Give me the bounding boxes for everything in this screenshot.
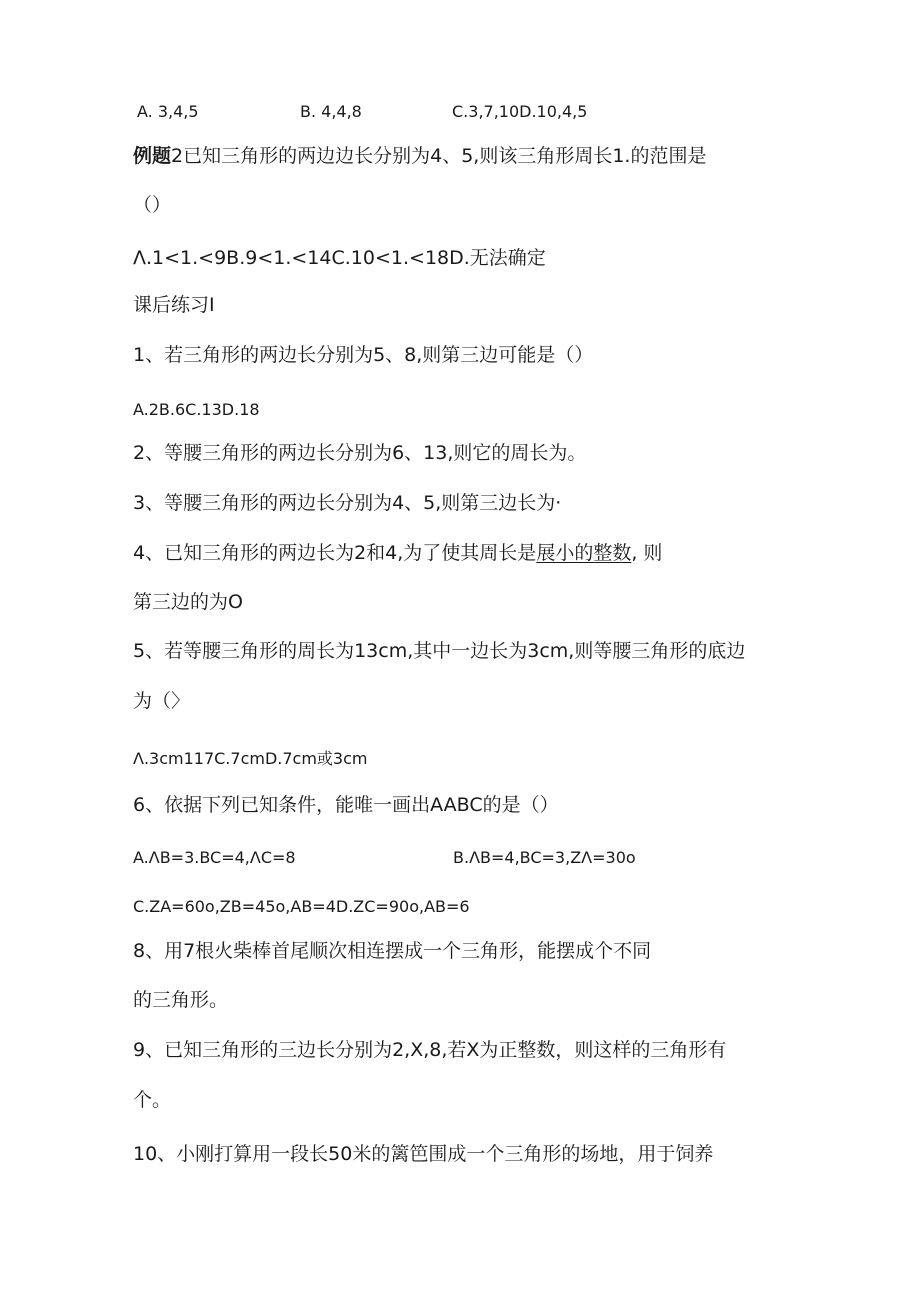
q5-options: Λ.3cm117C.7cmD.7cm或3cm <box>133 749 368 768</box>
q4-pre: 4、已知三角形的两边长为2和4,为了使其周长是 <box>133 542 537 564</box>
q8-line2: 的三角形。 <box>133 989 229 1011</box>
example2-options: Λ.1<1.<9B.9<1.<14C.10<1.<18D.无法确定 <box>133 247 546 269</box>
q4-post: , 则 <box>631 542 663 564</box>
example2-question <box>133 143 706 169</box>
q6-option-b: B.ΛB=4,BC=3,ZΛ=30o <box>453 848 636 867</box>
q1-options: A.2B.6C.13D.18 <box>133 400 260 419</box>
option-b: B. 4,4,8 <box>300 102 362 121</box>
q5-line2: 为（〉 <box>133 690 191 712</box>
q6-option-a: A.ΛB=3.BC=4,ΛC=8 <box>133 848 296 867</box>
q10-text: 10、小刚打算用一段长50米的篱笆围成一个三角形的场地，用于饲养 <box>133 1143 714 1165</box>
q4-line2: 第三边的为O <box>133 591 243 613</box>
q8-text: 8、用7根火柴棒首尾顺次相连摆成一个三角形，能摆成个不同 <box>133 940 652 962</box>
example2-text: 2已知三角形的两边边长分别为4、5,则该三角形周长1.的范围是 <box>171 145 707 167</box>
q4-text <box>133 540 662 566</box>
q1-text: 1、若三角形的两边长分别为5、8,则第三边可能是（） <box>133 344 594 366</box>
option-cd: C.3,7,10D.10,4,5 <box>452 102 588 121</box>
example2-label: 例题 <box>133 145 172 167</box>
section-title: 课后练习I <box>133 294 215 316</box>
q3-text: 3、等腰三角形的两边长分别为4、5,则第三边长为· <box>133 492 562 514</box>
q6-text: 6、依据下列已知条件，能唯一画出AABC的是（） <box>133 794 559 816</box>
option-a: A. 3,4,5 <box>137 102 199 121</box>
q5-text: 5、若等腰三角形的周长为13cm,其中一边长为3cm,则等腰三角形的底边 <box>133 640 746 662</box>
q4-underlined: 展小的整数 <box>536 542 632 564</box>
q6-options-cd: C.ZA=60o,ZB=45o,AB=4D.ZC=90o,AB=6 <box>133 897 470 916</box>
q9-line2: 个。 <box>133 1089 172 1111</box>
q9-text: 9、已知三角形的三边长分别为2,X,8,若X为正整数，则这样的三角形有 <box>133 1039 727 1061</box>
example2-paren: （） <box>133 194 172 216</box>
q2-text: 2、等腰三角形的两边长分别为6、13,则它的周长为。 <box>133 442 587 464</box>
